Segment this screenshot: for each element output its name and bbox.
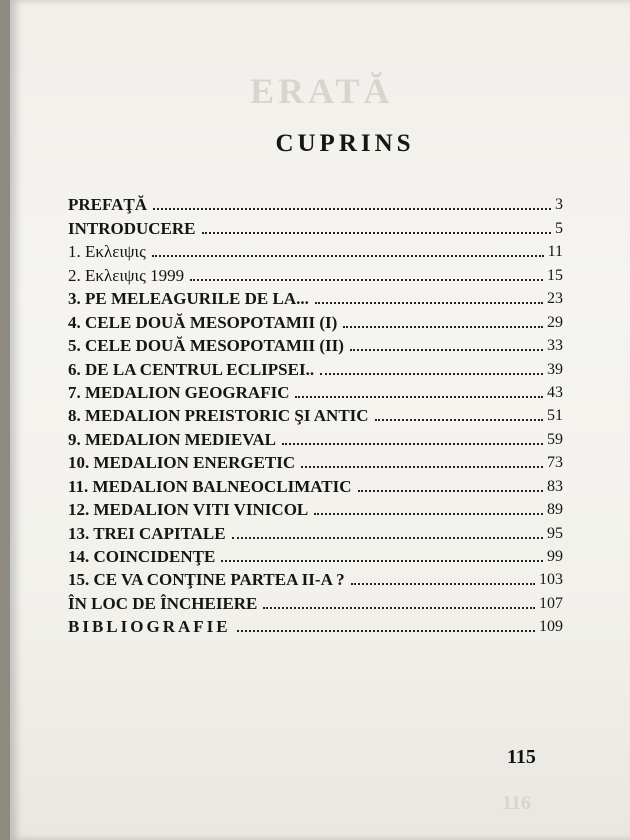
toc-row-15 [68, 565, 563, 588]
leader-dots [295, 395, 543, 398]
toc-row-1 [68, 237, 563, 260]
leader-dots [375, 418, 543, 421]
toc-label: 5. CELE DOUĂ MESOPOTAMII (II) [68, 336, 344, 356]
toc-row-incheiere [68, 588, 563, 611]
leader-dots [153, 207, 551, 210]
book-page [10, 0, 630, 840]
toc-row-10 [68, 448, 563, 471]
toc-page: 43 [547, 383, 563, 401]
toc-page: 39 [547, 360, 563, 378]
toc-label: 3. PE MELEAGURILE DE LA... [68, 289, 309, 309]
leader-dots [237, 629, 535, 632]
toc-label: BIBLIOGRAFIE [68, 617, 231, 637]
table-of-contents [68, 190, 563, 635]
toc-label: 8. MEDALION PREISTORIC ŞI ANTIC [68, 406, 369, 426]
toc-label: 2. Εκλειψις 1999 [68, 265, 185, 285]
toc-label: 14. COINCIDENŢE [68, 547, 216, 566]
toc-label: 11. MEDALION BALNEOCLIMATIC [68, 476, 352, 496]
toc-page: 107 [539, 594, 563, 612]
toc-row-introducere [68, 213, 563, 236]
toc-row-9 [68, 424, 563, 447]
leader-dots [315, 301, 543, 304]
bleed-through-title: ERATĂ [250, 71, 394, 111]
leader-dots [152, 254, 544, 257]
toc-label: 12. MEDALION VITI VINICOL [68, 500, 309, 520]
toc-row-6 [68, 354, 563, 377]
toc-page: 83 [547, 477, 563, 495]
toc-page: 95 [547, 524, 563, 542]
toc-page: 73 [547, 454, 563, 472]
page-number: 115 [507, 746, 536, 768]
toc-page: 5 [555, 219, 563, 237]
toc-page: 29 [547, 313, 563, 331]
leader-dots [263, 606, 535, 609]
toc-page: 59 [547, 430, 563, 448]
toc-label: 13. TREI CAPITALE [68, 523, 226, 543]
toc-label: ÎN LOC DE ÎNCHEIERE [68, 593, 258, 613]
leader-dots [190, 278, 543, 281]
toc-page: 23 [547, 290, 563, 308]
leader-dots [282, 442, 543, 445]
toc-row-5 [68, 331, 563, 354]
leader-dots [343, 325, 543, 328]
toc-row-bibliografie [68, 612, 563, 635]
toc-row-8 [68, 401, 563, 424]
toc-label: 6. DE LA CENTRUL ECLIPSEI.. [68, 359, 315, 379]
toc-label: INTRODUCERE [68, 218, 196, 238]
leader-dots [350, 348, 543, 351]
toc-page: 3 [555, 196, 563, 214]
toc-page: 33 [547, 337, 563, 355]
toc-label: 4. CELE DOUĂ MESOPOTAMII (I) [68, 312, 338, 332]
toc-page: 15 [547, 266, 563, 284]
bleed-through-page-number: 116 [502, 792, 531, 814]
toc-label: 9. MEDALION MEDIEVAL [68, 429, 276, 449]
leader-dots [301, 465, 543, 468]
toc-page: 103 [539, 571, 563, 589]
leader-dots [358, 489, 543, 492]
toc-row-4 [68, 307, 563, 330]
toc-row-12 [68, 495, 563, 518]
leader-dots [221, 559, 543, 562]
page-title: CUPRINS [275, 130, 415, 157]
toc-label: 1. Εκλειψις [68, 242, 146, 262]
toc-page: 51 [547, 407, 563, 425]
leader-dots [314, 512, 543, 515]
toc-row-14 [68, 542, 563, 565]
toc-page: 11 [547, 243, 563, 261]
toc-row-11 [68, 471, 563, 494]
toc-row-2 [68, 260, 563, 283]
toc-page: 89 [547, 501, 563, 519]
toc-label: 10. MEDALION ENERGETIC [68, 453, 296, 473]
leader-dots [351, 582, 535, 585]
toc-row-13 [68, 518, 563, 541]
leader-dots [232, 536, 543, 539]
leader-dots [202, 231, 551, 234]
toc-row-3 [68, 284, 563, 307]
toc-label: 7. MEDALION GEOGRAFIC [68, 382, 290, 402]
toc-page: 109 [539, 618, 563, 636]
toc-row-7 [68, 378, 563, 401]
leader-dots [320, 372, 543, 375]
toc-label: 15. CE VA CONŢINE PARTEA II-A ? [68, 570, 345, 590]
toc-page: 99 [547, 548, 563, 565]
toc-label: PREFAŢĂ [68, 195, 148, 215]
toc-row-prefata [68, 190, 563, 213]
